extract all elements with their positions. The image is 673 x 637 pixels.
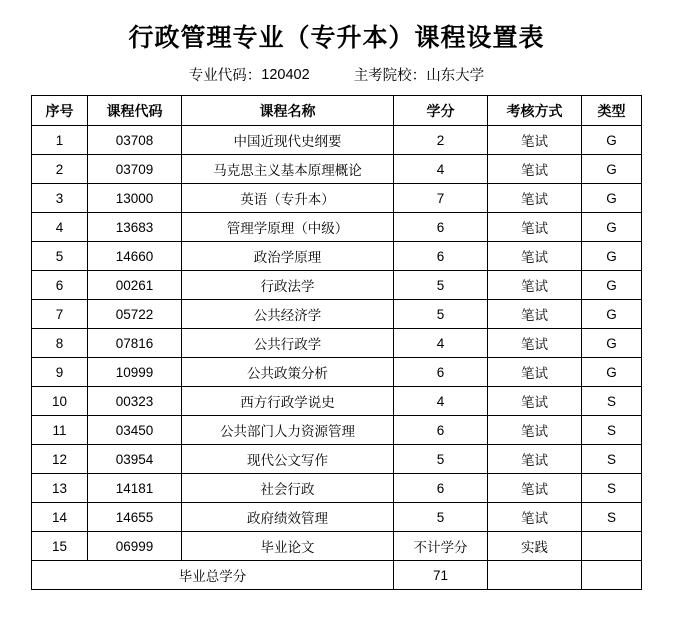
- table-row: [32, 300, 642, 329]
- cell-exam: 笔试: [488, 242, 582, 271]
- cell-credit: 6: [394, 242, 488, 271]
- cell-type: G: [582, 300, 642, 329]
- cell-code: 14655: [88, 503, 182, 532]
- total-type-blank: [582, 561, 642, 590]
- table-row: [32, 329, 642, 358]
- course-table: [31, 95, 642, 590]
- page-title: 行政管理专业（专升本）课程设置表: [128, 25, 545, 52]
- table-row: [32, 126, 642, 155]
- cell-type: S: [582, 445, 642, 474]
- cell-exam: 笔试: [488, 416, 582, 445]
- cell-exam: 实践: [488, 532, 582, 561]
- cell-name: 公共行政学: [182, 329, 394, 358]
- cell-seq: 5: [32, 242, 88, 271]
- cell-code: 14181: [88, 474, 182, 503]
- cell-code: 10999: [88, 358, 182, 387]
- column-header-name: 课程名称: [182, 96, 394, 126]
- cell-name: 英语（专升本）: [182, 184, 394, 213]
- cell-code: 03709: [88, 155, 182, 184]
- cell-name: 毕业论文: [182, 532, 394, 561]
- cell-type: S: [582, 387, 642, 416]
- cell-name: 管理学原理（中级）: [182, 213, 394, 242]
- total-exam-blank: [488, 561, 582, 590]
- cell-credit: 6: [394, 416, 488, 445]
- cell-credit: 4: [394, 329, 488, 358]
- column-header-exam: 考核方式: [488, 96, 582, 126]
- school-value: 山东大学: [426, 68, 485, 84]
- cell-seq: 3: [32, 184, 88, 213]
- table-header-row: [32, 96, 642, 126]
- cell-exam: 笔试: [488, 503, 582, 532]
- cell-type: G: [582, 184, 642, 213]
- cell-type: G: [582, 242, 642, 271]
- cell-code: 03450: [88, 416, 182, 445]
- cell-type: G: [582, 126, 642, 155]
- cell-type: G: [582, 155, 642, 184]
- column-header-code: 课程代码: [88, 96, 182, 126]
- cell-exam: 笔试: [488, 358, 582, 387]
- cell-credit: 6: [394, 358, 488, 387]
- cell-exam: 笔试: [488, 126, 582, 155]
- cell-credit: 5: [394, 271, 488, 300]
- cell-credit: 5: [394, 503, 488, 532]
- cell-seq: 10: [32, 387, 88, 416]
- table-row: [32, 242, 642, 271]
- cell-code: 00323: [88, 387, 182, 416]
- column-header-type: 类型: [582, 96, 642, 126]
- cell-name: 马克思主义基本原理概论: [182, 155, 394, 184]
- cell-seq: 12: [32, 445, 88, 474]
- cell-seq: 9: [32, 358, 88, 387]
- cell-code: 13000: [88, 184, 182, 213]
- table-row: [32, 358, 642, 387]
- column-header-seq: 序号: [32, 96, 88, 126]
- cell-code: 14660: [88, 242, 182, 271]
- table-body: [32, 126, 642, 590]
- subtitle-row: [0, 64, 673, 85]
- cell-type: G: [582, 358, 642, 387]
- cell-type: G: [582, 271, 642, 300]
- cell-credit: 7: [394, 184, 488, 213]
- document-page: [0, 18, 673, 637]
- cell-name: 公共经济学: [182, 300, 394, 329]
- column-header-credit: 学分: [394, 96, 488, 126]
- cell-credit: 4: [394, 387, 488, 416]
- cell-exam: 笔试: [488, 271, 582, 300]
- table-row: [32, 155, 642, 184]
- table-row: [32, 445, 642, 474]
- cell-seq: 15: [32, 532, 88, 561]
- cell-seq: 14: [32, 503, 88, 532]
- cell-name: 中国近现代史纲要: [182, 126, 394, 155]
- cell-code: 07816: [88, 329, 182, 358]
- cell-code: 00261: [88, 271, 182, 300]
- cell-exam: 笔试: [488, 329, 582, 358]
- cell-name: 现代公文写作: [182, 445, 394, 474]
- cell-credit: 6: [394, 474, 488, 503]
- total-credits-label: 毕业总学分: [32, 561, 394, 590]
- cell-seq: 2: [32, 155, 88, 184]
- table-header: [32, 96, 642, 126]
- cell-type: G: [582, 213, 642, 242]
- cell-name: 公共政策分析: [182, 358, 394, 387]
- cell-type: S: [582, 416, 642, 445]
- cell-name: 社会行政: [182, 474, 394, 503]
- cell-type: [582, 532, 642, 561]
- cell-credit: 4: [394, 155, 488, 184]
- cell-code: 03954: [88, 445, 182, 474]
- cell-exam: 笔试: [488, 184, 582, 213]
- cell-type: G: [582, 329, 642, 358]
- table-row: [32, 474, 642, 503]
- cell-seq: 8: [32, 329, 88, 358]
- cell-code: 13683: [88, 213, 182, 242]
- cell-name: 政府绩效管理: [182, 503, 394, 532]
- total-credits-value: 71: [394, 561, 488, 590]
- cell-exam: 笔试: [488, 387, 582, 416]
- cell-type: S: [582, 503, 642, 532]
- table-row: [32, 387, 642, 416]
- table-row: [32, 503, 642, 532]
- cell-credit: 6: [394, 213, 488, 242]
- cell-name: 公共部门人力资源管理: [182, 416, 394, 445]
- major-code-value: 120402: [261, 66, 310, 83]
- cell-code: 06999: [88, 532, 182, 561]
- cell-credit: 5: [394, 300, 488, 329]
- cell-credit: 5: [394, 445, 488, 474]
- cell-exam: 笔试: [488, 213, 582, 242]
- cell-exam: 笔试: [488, 300, 582, 329]
- table-row: [32, 213, 642, 242]
- school-label: 主考院校：: [353, 68, 427, 84]
- cell-seq: 1: [32, 126, 88, 155]
- cell-exam: 笔试: [488, 155, 582, 184]
- major-code-label: 专业代码：: [188, 68, 262, 84]
- table-footer-row: [32, 561, 642, 590]
- cell-code: 05722: [88, 300, 182, 329]
- cell-credit: 不计学分: [394, 532, 488, 561]
- cell-seq: 4: [32, 213, 88, 242]
- cell-seq: 13: [32, 474, 88, 503]
- cell-seq: 7: [32, 300, 88, 329]
- table-row: [32, 271, 642, 300]
- cell-name: 政治学原理: [182, 242, 394, 271]
- cell-name: 行政法学: [182, 271, 394, 300]
- cell-credit: 2: [394, 126, 488, 155]
- cell-code: 03708: [88, 126, 182, 155]
- cell-exam: 笔试: [488, 445, 582, 474]
- table-row: [32, 532, 642, 561]
- cell-exam: 笔试: [488, 474, 582, 503]
- cell-name: 西方行政学说史: [182, 387, 394, 416]
- cell-seq: 11: [32, 416, 88, 445]
- table-row: [32, 184, 642, 213]
- cell-type: S: [582, 474, 642, 503]
- table-row: [32, 416, 642, 445]
- cell-seq: 6: [32, 271, 88, 300]
